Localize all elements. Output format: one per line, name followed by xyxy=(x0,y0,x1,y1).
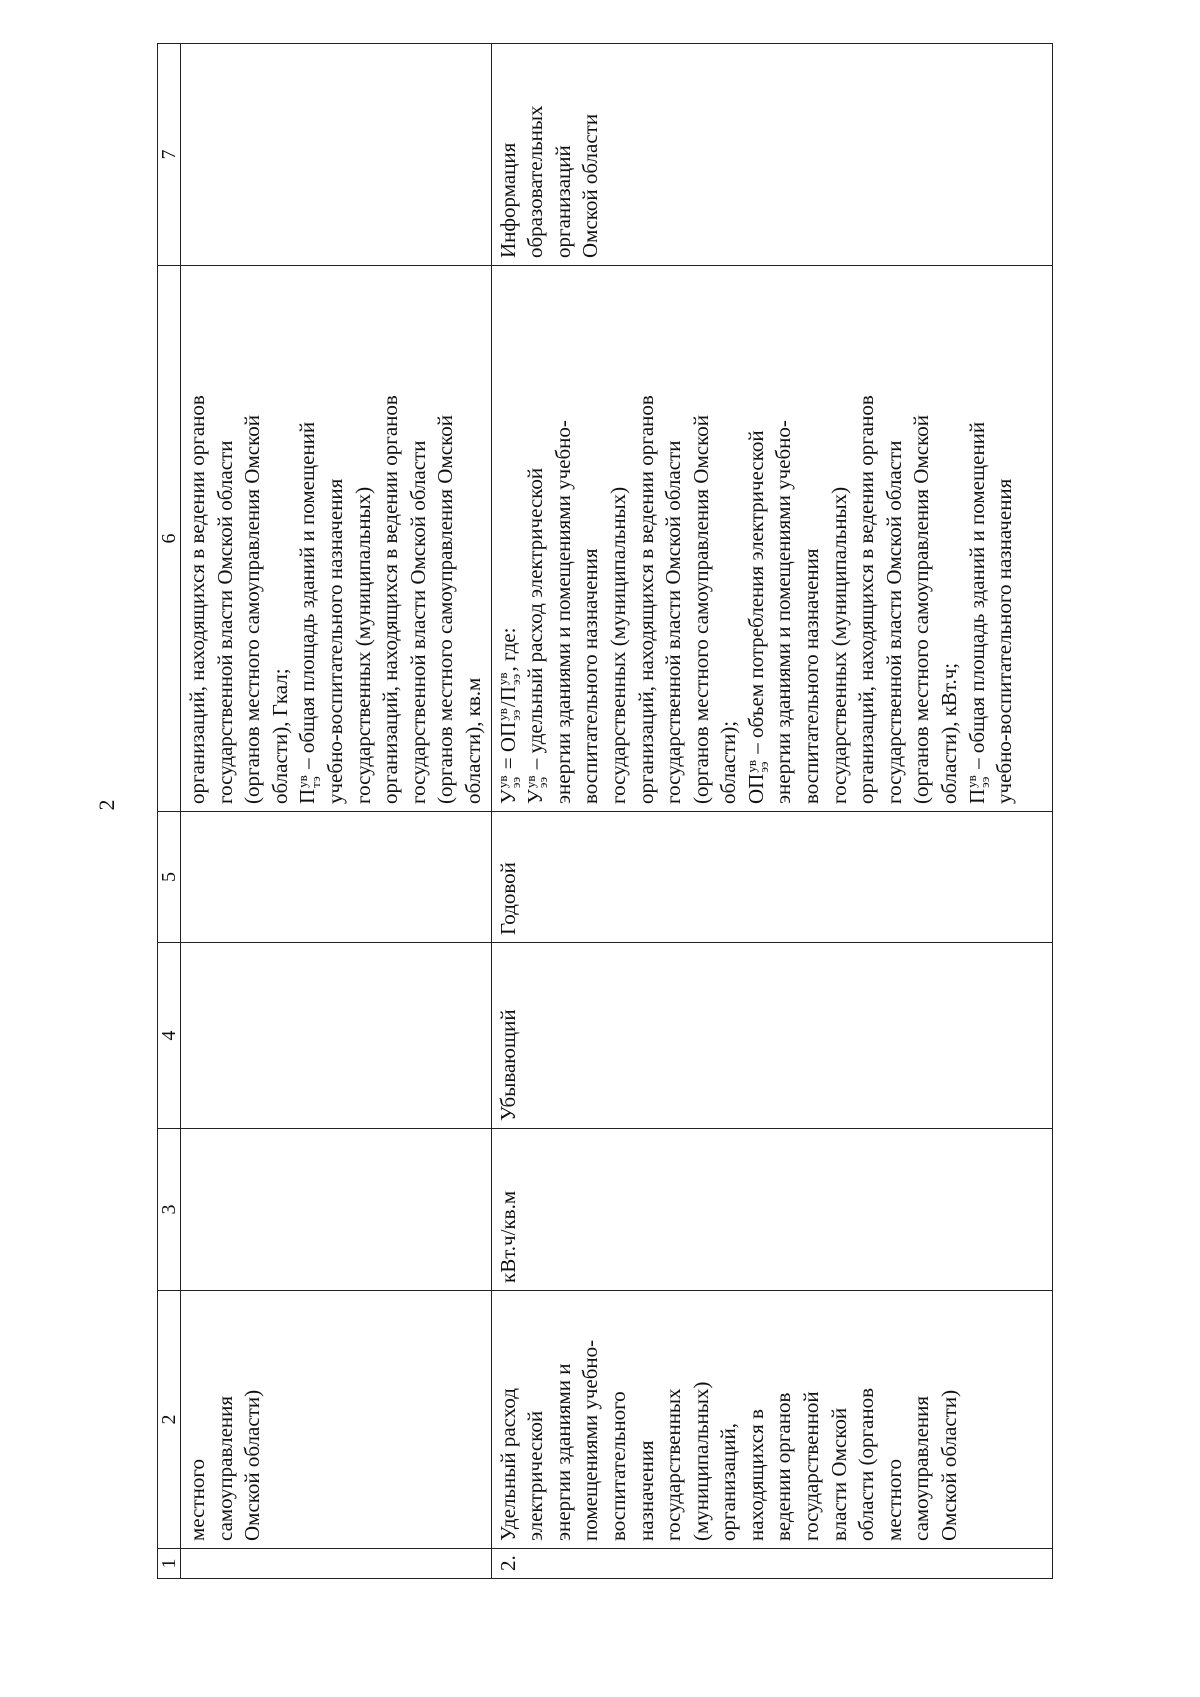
row1-number xyxy=(181,1549,492,1579)
subscript: ээ xyxy=(507,673,523,686)
header-cell-5: 5 xyxy=(158,812,181,943)
superscript: ув xyxy=(495,775,511,789)
text-line: государственной власти Омской области xyxy=(212,440,237,804)
subscript: ээ xyxy=(756,761,772,773)
text-line: энергии зданиями и xyxy=(550,1363,575,1541)
row2-source xyxy=(491,44,1052,266)
superscript: ув xyxy=(522,775,538,789)
table-row xyxy=(491,44,1052,1579)
index-stack xyxy=(743,760,772,773)
text-line: (органов местного самоуправления Омской xyxy=(909,415,934,804)
text-line: власти Омской xyxy=(826,1407,851,1541)
text-line: (органов местного самоуправления Омской xyxy=(688,415,713,804)
definition-text: – общая площадь зданий и помещений xyxy=(295,421,320,775)
text-line: государственной власти Омской области xyxy=(661,440,686,804)
text-line: (муниципальных) xyxy=(688,1381,713,1541)
subscript: ээ xyxy=(507,776,523,789)
text-line: государственной xyxy=(799,1391,824,1541)
definition-text: – удельный расход электрической xyxy=(523,467,548,775)
text-line: учебно-воспитательного назначения xyxy=(992,478,1017,804)
row2-formula xyxy=(491,266,1052,812)
rotated-table-sheet xyxy=(157,44,1057,1579)
text-line: Омской области) xyxy=(240,1389,265,1541)
header-cell-6: 6 xyxy=(158,266,181,812)
subscript: тэ xyxy=(307,776,323,788)
definition-block-3 xyxy=(991,273,1019,804)
text-line: назначения xyxy=(633,1440,658,1541)
formula-line xyxy=(294,273,322,804)
text-line: организаций xyxy=(550,145,575,258)
text-line: государственных (муниципальных) xyxy=(826,486,851,804)
symbol-p: П xyxy=(964,788,989,804)
header-cell-2: 2 xyxy=(158,1291,181,1549)
row1-source xyxy=(181,44,492,266)
header-cell-7: 7 xyxy=(158,44,181,266)
text-line: Удельный расход xyxy=(495,1388,520,1541)
text-line: (органов местного самоуправления Омской xyxy=(433,415,458,804)
text-line: местного xyxy=(185,1459,209,1541)
text-line: воспитательного назначения xyxy=(799,548,824,804)
index-stack xyxy=(522,775,551,789)
symbol-p: П xyxy=(295,788,320,804)
subscript: ээ xyxy=(976,776,992,788)
table-header-row xyxy=(158,44,181,1579)
text-line: электрической xyxy=(523,1410,548,1541)
definition-text: – общая площадь зданий и помещений xyxy=(964,421,989,775)
text-line: организаций, находящихся в ведении органов xyxy=(378,395,403,804)
text-line: (органов местного самоуправления Омской xyxy=(240,415,265,804)
symbol-y: У xyxy=(523,789,548,804)
symbol-p: П xyxy=(495,686,520,702)
definition-block-2 xyxy=(770,273,963,804)
text-line: самоуправления xyxy=(212,1395,237,1541)
row1-unit xyxy=(181,1129,492,1291)
definition-text: – объем потребления электрической xyxy=(743,430,768,759)
header-cell-4: 4 xyxy=(158,943,181,1129)
text-line: организаций, находящихся в ведении органов xyxy=(854,395,879,804)
symbol-y: У xyxy=(495,789,520,804)
superscript: ув xyxy=(495,672,511,686)
row2-unit: кВт.ч/кв.м xyxy=(491,1129,1052,1291)
definition-line xyxy=(522,273,550,804)
row2-number: 2. xyxy=(491,1549,1052,1579)
text-line: государственных xyxy=(661,1388,686,1541)
header-cell-1: 1 xyxy=(158,1549,181,1579)
row1-formula xyxy=(181,266,492,812)
text-line: Информация xyxy=(495,142,520,258)
table-row xyxy=(181,44,492,1579)
header-cell-3: 3 xyxy=(158,1129,181,1291)
where-text: , где: xyxy=(495,627,520,672)
text-line: самоуправления xyxy=(909,1395,934,1541)
text-line: учебно-воспитательного назначения xyxy=(322,478,347,804)
index-stack xyxy=(497,708,522,721)
text-line: Омской области) xyxy=(937,1389,962,1541)
subscript: ээ xyxy=(507,709,523,721)
row1-trend xyxy=(181,943,492,1129)
definition-line xyxy=(964,273,992,804)
text-line: воспитательного назначения xyxy=(578,548,603,804)
text-line: энергии зданиями и помещениями учебно- xyxy=(550,420,575,804)
text-line: области), Гкал; xyxy=(267,668,292,804)
text-line: области); xyxy=(716,720,741,804)
text-line: находящихся в xyxy=(743,1409,768,1541)
text-line: ведении органов xyxy=(771,1392,796,1541)
superscript: ув xyxy=(964,775,980,788)
subscript: ээ xyxy=(535,776,551,789)
row1-period xyxy=(181,812,492,943)
index-stack xyxy=(497,672,522,685)
index-stack xyxy=(297,775,322,788)
row1-indicator-name xyxy=(181,1291,492,1549)
superscript: ув xyxy=(495,708,511,721)
text-line: организаций, находящихся в ведении органов xyxy=(633,395,658,804)
text-line: местного xyxy=(881,1459,906,1541)
superscript: ув xyxy=(295,775,311,788)
text-line: воспитательного xyxy=(605,1391,630,1541)
text-line: государственных (муниципальных) xyxy=(350,486,375,804)
page-number: 2 xyxy=(94,799,119,811)
text-line: организаций, находящихся в ведении органов xyxy=(185,395,209,804)
text-line: Омской области xyxy=(578,113,603,258)
text-line: области (органов xyxy=(854,1387,879,1541)
text-line: энергии зданиями и помещениями учебно- xyxy=(771,420,796,804)
text-line: организаций, xyxy=(716,1423,741,1541)
index-stack xyxy=(966,775,991,788)
equals-sign: = xyxy=(495,752,520,775)
row2-period: Годовой xyxy=(491,812,1052,943)
definition-block-1 xyxy=(550,273,743,804)
text-line: помещениями учебно- xyxy=(578,1339,603,1541)
text-line: образовательных xyxy=(523,105,548,258)
superscript: ув xyxy=(743,760,759,773)
text-line: государственной власти Омской области xyxy=(881,440,906,804)
division-sign: / xyxy=(495,701,520,708)
index-stack xyxy=(497,775,522,788)
text-line: государственной власти Омской области xyxy=(405,440,430,804)
symbol-op: ОП xyxy=(743,773,768,804)
symbol-op: ОП xyxy=(495,721,520,753)
text-line: области), кв.м xyxy=(460,677,485,804)
row2-trend: Убывающий xyxy=(491,943,1052,1129)
indicators-table xyxy=(157,43,1053,1579)
formula-line xyxy=(495,273,523,804)
text-line: государственных (муниципальных) xyxy=(605,486,630,804)
definition-line xyxy=(743,273,771,804)
text-line: области), кВт.ч; xyxy=(937,662,962,804)
row2-indicator-name xyxy=(491,1291,1052,1549)
